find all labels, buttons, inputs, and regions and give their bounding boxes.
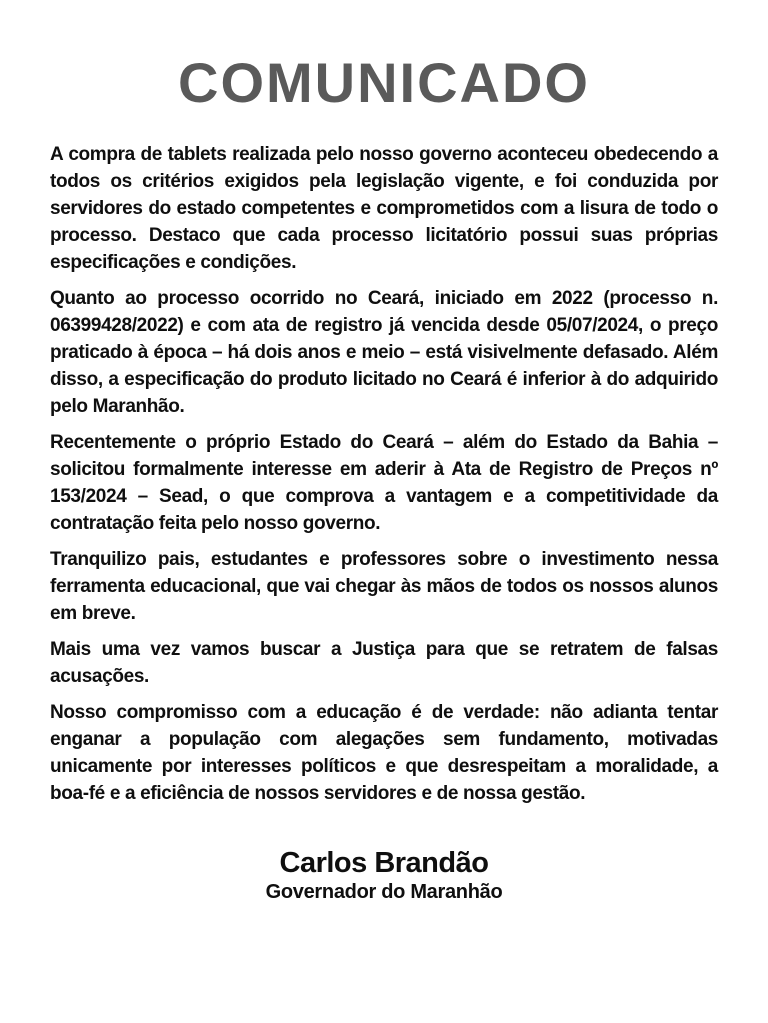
paragraph-justice: Mais uma vez vamos buscar a Justiça para que se retratem de falsas acusações.: [50, 639, 718, 687]
signature-role: Governador do Maranhão: [265, 881, 503, 903]
signature-name: Carlos Brandão: [279, 847, 489, 879]
paragraph-purchase-criteria: A compra de tablets realizada pelo nosso governo aconteceu obedecendo a todos os critérios exigidos pela legislação vigente, e foi conduzida por servidores do estado competentes e comprometidos com a lisura de todo o processo. Destaco que cada processo licitatório possui suas próprias especificações e condições.: [50, 144, 718, 273]
paragraph-price-registry: Recentemente o próprio Estado do Ceará – além do Estado da Bahia – solicitou formalmente interesse em aderir à Ata de Registro de Preços nº 153/2024 – Sead, o que comprova a vantagem e a competitividade da contratação feita pelo nosso governo.: [50, 432, 718, 534]
paragraph-ceara-process: Quanto ao processo ocorrido no Ceará, iniciado em 2022 (processo n. 06399428/2022) e com ata de registro já vencida desde 05/07/2024, o preço praticado à época – há dois anos e meio – está visivelmente defasado. Além disso, a especificação do produto licitado no Ceará é inferior à do adquirido pelo Maranhão.: [50, 288, 718, 417]
document-title: COMUNICADO: [178, 51, 590, 114]
paragraph-commitment: Nosso compromisso com a educação é de verdade: não adianta tentar enganar a população com alegações sem fundamento, motivadas unicamente por interesses políticos e que desrespeitam a moralidade, a boa-fé e a eficiência de nossos servidores e de nossa gestão.: [50, 702, 718, 804]
document-body: [50, 141, 718, 807]
paragraph-reassurance: Tranquilizo pais, estudantes e professores sobre o investimento nessa ferramenta educacional, que vai chegar às mãos de todos os nossos alunos em breve.: [50, 549, 718, 624]
signature-block: [0, 847, 768, 905]
